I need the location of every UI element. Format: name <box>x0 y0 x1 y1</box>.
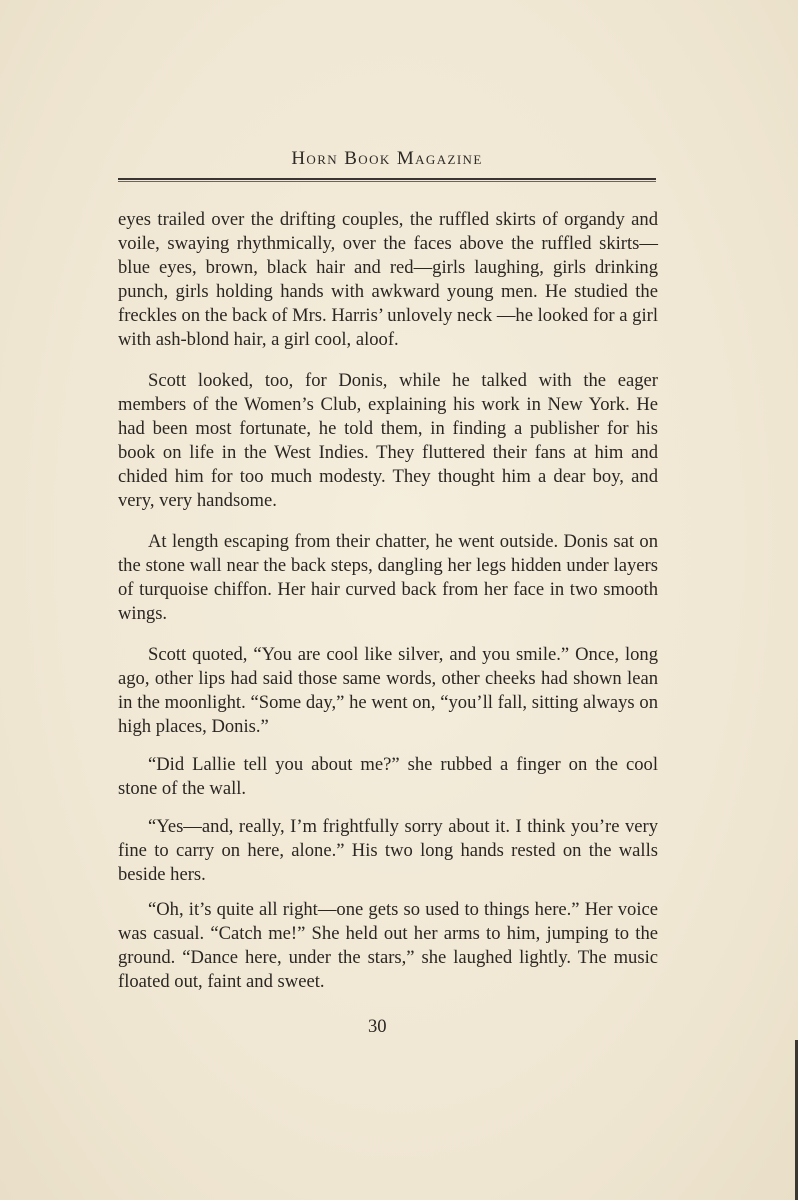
paragraph-6: “Yes—and, really, I’m frightfully sorry about it. I think you’re very fine to carry on here, alone.” His two long hands rested on the walls beside hers. <box>118 816 658 885</box>
paragraph-2: Scott looked, too, for Donis, while he talked with the eager members of the Women’s Club, explaining his work in New York. He had been most fortunate, he told them, in finding a publisher for his book on life in the West Indies. They fluttered their fans at him and chided him for too much modesty. They thought him a dear boy, and very, very handsome. <box>118 370 658 511</box>
paragraph-1: eyes trailed over the drifting couples, the ruffled skirts of organdy and voile, swaying rhythmically, over the faces above the ruffled skirts—blue eyes, brown, black hair and red—girls laughing, girls drinking punch, girls holding hands with awkward young men. He studied the freckles on the back of Mrs. Harris’ unlovely neck —he looked for a girl with ash-blond hair, a girl cool, aloof. <box>118 209 658 350</box>
paragraph-5: “Did Lallie tell you about me?” she rubbed a finger on the cool stone of the wall. <box>118 754 658 799</box>
header-rule <box>118 178 656 182</box>
running-header: Horn Book Magazine <box>291 148 483 169</box>
body-text <box>118 208 658 994</box>
page-number: 30 <box>368 1016 387 1037</box>
paragraph-7: “Oh, it’s quite all right—one gets so used to things here.” Her voice was casual. “Catch me!” She held out her arms to him, jumping to the ground. “Dance here, under the stars,” she laughed lightly. The music floated out, faint and sweet. <box>118 899 658 992</box>
paragraph-4: Scott quoted, “You are cool like silver, and you smile.” Once, long ago, other lips had said those same words, other cheeks had shown lean in the moonlight. “Some day,” he went on, “you’ll fall, sitting always on high places, Donis.” <box>118 644 658 737</box>
paragraph-3: At length escaping from their chatter, he went outside. Donis sat on the stone wall near the back steps, dangling her legs hidden under layers of turquoise chiffon. Her hair curved back from her face in two smooth wings. <box>118 531 658 624</box>
